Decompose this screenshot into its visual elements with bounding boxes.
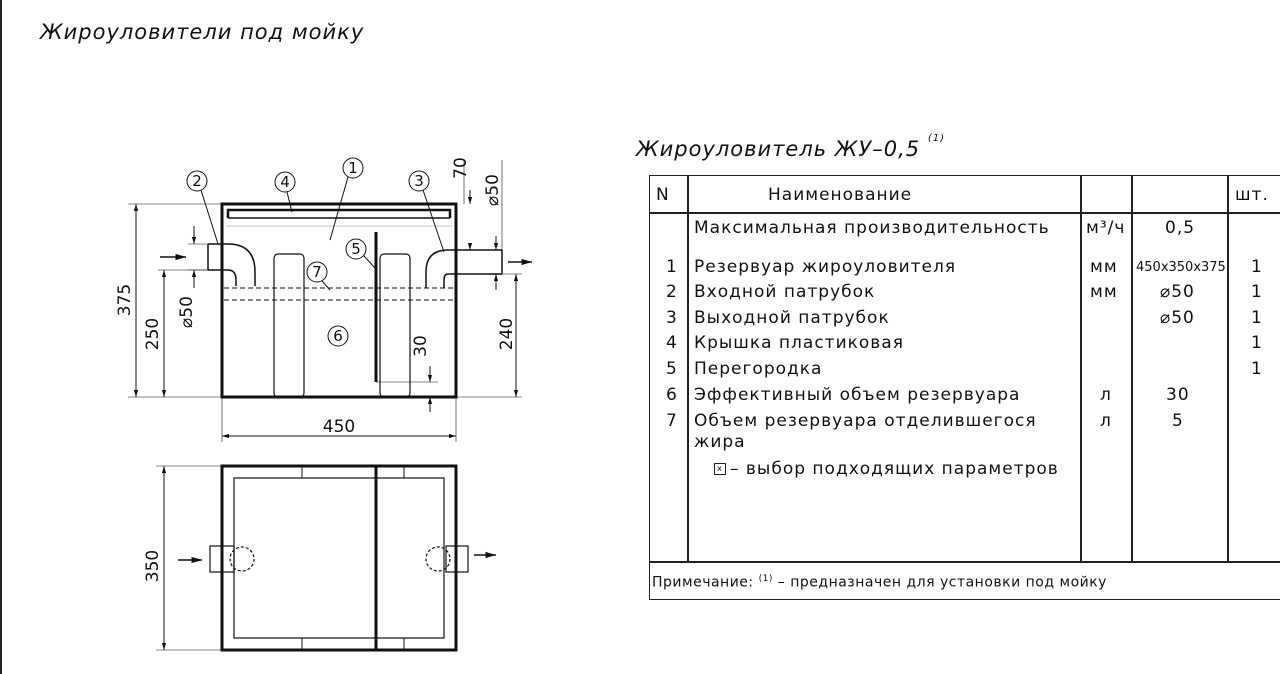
row-name: Перегородка <box>694 359 823 379</box>
row-n: 1 <box>666 257 678 277</box>
dim-30-label: 30 <box>411 335 431 357</box>
col-divider-n <box>687 176 689 561</box>
row-name: Крышка пластиковая <box>694 333 904 353</box>
row-unit: м³/ч <box>1086 218 1126 238</box>
col-divider-name <box>1080 176 1082 561</box>
row-value: ⌀50 <box>1160 282 1195 302</box>
callout-5-label: 5 <box>351 240 361 258</box>
dim-375-label: 375 <box>115 283 135 317</box>
row-name: Объем резервуара отделившегося <box>694 411 1037 431</box>
col-divider-unit <box>1131 176 1133 561</box>
plan-view <box>143 466 496 650</box>
baffle-left <box>274 254 304 397</box>
row-value: ⌀50 <box>1160 308 1195 328</box>
page-title: Жироуловители под мойку <box>40 20 365 44</box>
row-unit: мм <box>1090 257 1118 277</box>
dim-250-label: 250 <box>143 317 163 351</box>
row-n: 6 <box>666 385 678 405</box>
dim-30 <box>376 366 438 412</box>
dim-350-label: 350 <box>143 549 163 583</box>
row-n: 5 <box>666 359 678 379</box>
dim-450-label: 450 <box>322 417 356 437</box>
row-name: Резервуар жироуловителя <box>694 257 957 277</box>
row-name-cont: жира <box>694 432 746 452</box>
row-n: 3 <box>666 308 678 328</box>
outlet-diameter-label: ⌀50 <box>483 174 503 206</box>
row-n: 4 <box>666 333 678 353</box>
callout-1-label: 1 <box>348 159 358 177</box>
row-value: 5 <box>1172 411 1184 431</box>
tank-lid <box>228 210 450 218</box>
side-view <box>115 157 532 442</box>
spec-table <box>649 175 1280 600</box>
note-text: – предназначен для установки под мойку <box>777 574 1107 591</box>
spec-title-note: (1) <box>927 133 945 144</box>
row-qty: 1 <box>1251 282 1263 302</box>
row-value: 0,5 <box>1165 218 1196 238</box>
row-qty: 1 <box>1251 359 1263 379</box>
row-unit: л <box>1100 385 1112 405</box>
row-n: 7 <box>666 411 678 431</box>
row-unit: мм <box>1090 282 1118 302</box>
row-value: 30 <box>1166 385 1190 405</box>
inlet-pipe <box>208 244 255 286</box>
dim-240-label: 240 <box>497 317 517 351</box>
callout-2-label: 2 <box>192 172 202 190</box>
col-divider-value <box>1227 176 1229 561</box>
note-label: Примечание: <box>652 574 754 591</box>
row-n: 2 <box>666 282 678 302</box>
dim-375 <box>128 204 222 397</box>
header-qty: шт. <box>1235 185 1269 205</box>
legend-text: – выбор подходящих параметров <box>730 459 1059 479</box>
row-qty: 1 <box>1251 308 1263 328</box>
footnote <box>652 574 1107 591</box>
callout-3-label: 3 <box>414 172 424 190</box>
legend <box>714 459 1059 479</box>
dim-350 <box>156 466 222 650</box>
callout-4-label: 4 <box>280 173 290 191</box>
plan-outline <box>222 466 456 650</box>
callout-6-label: 6 <box>333 327 343 345</box>
checkbox-mark-icon: x <box>714 463 726 475</box>
row-name: Эффективный объем резервуара <box>694 385 1021 405</box>
header-name: Наименование <box>768 185 913 205</box>
row-qty: 1 <box>1251 333 1263 353</box>
callout-7-label: 7 <box>312 263 322 281</box>
row-name: Максимальная производительность <box>694 218 1050 238</box>
header-divider <box>650 212 1280 214</box>
row-unit: л <box>1100 411 1112 431</box>
spec-title: Жироуловитель ЖУ–0,5 $^{(1)}$ <box>636 133 945 161</box>
row-value: 450x350x375 <box>1136 260 1226 275</box>
baffle-right <box>380 254 410 397</box>
row-qty: 1 <box>1251 257 1263 277</box>
note-ref: (1) <box>758 574 773 584</box>
plan-outlet <box>426 546 468 572</box>
inlet-diameter-label: ⌀50 <box>177 296 197 328</box>
dim-inlet-diameter <box>188 226 208 288</box>
row-name: Входной патрубок <box>694 282 876 302</box>
dim-70-label: 70 <box>451 157 471 179</box>
note-divider <box>650 561 1280 563</box>
dim-250 <box>158 270 208 397</box>
plan-inlet <box>210 546 254 572</box>
outlet-pipe <box>426 250 502 288</box>
row-name: Выходной патрубок <box>694 308 890 328</box>
header-n: N <box>656 185 670 205</box>
